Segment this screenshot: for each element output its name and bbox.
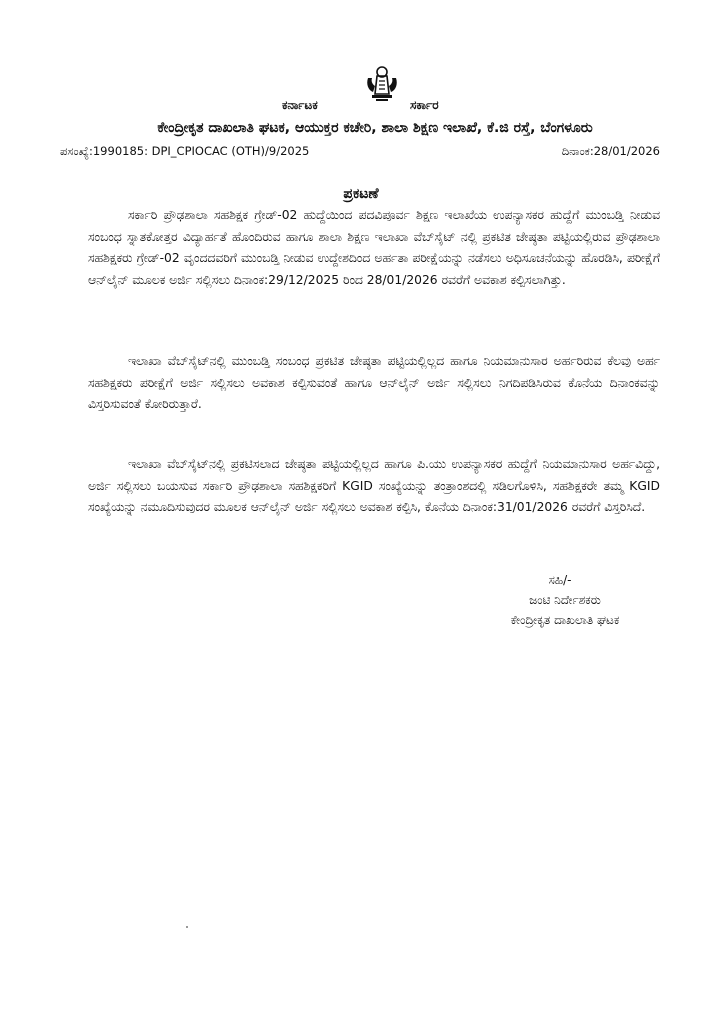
reference-number: ಪಸಂಖ್ಯೆ:1990185: DPI_CPIOCAC (OTH)/9/2025 xyxy=(60,144,310,158)
notice-title: ಪ್ರಕಟಣೆ xyxy=(343,186,379,202)
signature-sd: ಸಹಿ/- xyxy=(548,573,572,587)
signatory-designation: ಜಂಟಿ ನಿರ್ದೇಶಕರು xyxy=(529,593,601,607)
office-address: ಕೇಂದ್ರೀಕೃತ ದಾಖಲಾತಿ ಘಟಕ, ಆಯುಕ್ತರ ಕಚೇರಿ, ಶಾಲಾ ಶಿಕ್ಷಣ ಇಲಾಖೆ, ಕೆ.ಜಿ ರಸ್ತೆ, ಬೆಂಗಳೂರು xyxy=(157,120,593,136)
signatory-office: ಕೇಂದ್ರೀಕೃತ ದಾಖಲಾತಿ ಘಟಕ xyxy=(510,613,620,627)
state-name: ಕರ್ನಾಟಕ xyxy=(282,98,318,112)
karnataka-emblem-icon xyxy=(362,64,402,104)
scan-speck xyxy=(186,926,188,928)
notice-paragraph-2: ಇಲಾಖಾ ವೆಬ್‌ಸೈಟ್‌ನಲ್ಲಿ ಮುಂಬಡ್ತಿ ಸಂಬಂಧ ಪ್ರಕಟಿತ ಜೇಷ್ಠತಾ ಪಟ್ಟಿಯಲ್ಲಿಲ್ಲದ ಹಾಗೂ ನಿಯಮಾನುಸಾರ ಅರ್ಹರಿರುವ ಕೆಲವು ಅರ್ಹ ಸಹಶಿಕ್ಷಕರು ಪರೀಕ್ಷೆಗೆ ಅರ್ಜಿ ಸಲ್ಲಿಸಲು ಅವಕಾಶ ಕಲ್ಪಿಸುವಂತೆ ಹಾಗೂ ಆನ್‌ಲೈನ್ ಅರ್ಜಿ ಸಲ್ಲಿಸಲು ನಿಗದಿಪಡಿಸಿರುವ ಕೊನೆಯ ದಿನಾಂಕವನ್ನು ವಿಸ್ತರಿಸುವಂತೆ ಕೋರಿರುತ್ತಾರೆ. xyxy=(88,354,660,412)
notice-paragraph-3: ಇಲಾಖಾ ವೆಬ್‌ಸೈಟ್‌ನಲ್ಲಿ ಪ್ರಕಟಿಸಲಾದ ಜೇಷ್ಠತಾ ಪಟ್ಟಿಯಲ್ಲಿಲ್ಲದ ಹಾಗೂ ಪಿ.ಯು ಉಪನ್ಯಾಸಕರ ಹುದ್ದೆಗೆ ನಿಯಮಾನುಸಾರ ಅರ್ಹವಿದ್ದು, ಅರ್ಜಿ ಸಲ್ಲಿಸಲು ಬಯಸುವ ಸರ್ಕಾರಿ ಪ್ರೌಢಶಾಲಾ ಸಹಶಿಕ್ಷಕರಿಗೆ KGID ಸಂಖ್ಯೆಯನ್ನು ತಂತ್ರಾಂಶದಲ್ಲಿ ಸಡಿಲಗೊಳಿಸಿ, ಸಹಶಿಕ್ಷಕರೇ ತಮ್ಮ KGID ಸಂಖ್ಯೆಯನ್ನು ನಮೂದಿಸುವುದರ ಮೂಲಕ ಆನ್‌ಲೈನ್ ಅರ್ಜಿ ಸಲ್ಲಿಸಲು ಅವಕಾಶ ಕಲ್ಪಿಸಿ, ಕೊನೆಯ ದಿನಾಂಕ:31/01/2026 ರವರೆಗೆ ವಿಸ್ತರಿಸಿದೆ. xyxy=(88,457,660,515)
document-date: ದಿನಾಂಕ:28/01/2026 xyxy=(561,144,660,158)
notice-paragraph-1: ಸರ್ಕಾರಿ ಪ್ರೌಢಶಾಲಾ ಸಹಶಿಕ್ಷಕ ಗ್ರೇಡ್-02 ಹುದ್ದೆಯಿಂದ ಪದವಿಪೂರ್ವ ಶಿಕ್ಷಣ ಇಲಾಖೆಯ ಉಪನ್ಯಾಸಕರ ಹುದ್ದೆಗೆ ಮುಂಬಡ್ತಿ ನೀಡುವ ಸಂಬಂಧ ಸ್ನಾತಕೋತ್ತರ ವಿದ್ಯಾರ್ಹತೆ ಹೊಂದಿರುವ ಹಾಗೂ ಶಾಲಾ ಶಿಕ್ಷಣ ಇಲಾಖಾ ವೆಬ್‌ಸೈಟ್ ನಲ್ಲಿ ಪ್ರಕಟಿತ ಜೇಷ್ಠತಾ ಪಟ್ಟಿಯಲ್ಲಿರುವ ಪ್ರೌಢಶಾಲಾ ಸಹಶಿಕ್ಷಕರು ಗ್ರೇಡ್-02 ವೃಂದದವರಿಗೆ ಮುಂಬಡ್ತಿ ನೀಡುವ ಉದ್ದೇಶದಿಂದ ಅರ್ಹತಾ ಪರೀಕ್ಷೆಯನ್ನು ನಡೆಸಲು ಅಧಿಸೂಚನೆಯನ್ನು ಹೊರಡಿಸಿ, ಪರೀಕ್ಷೆಗೆ ಆನ್‌ಲೈನ್ ಮೂಲಕ ಅರ್ಜಿ ಸಲ್ಲಿಸಲು ದಿನಾಂಕ:29/12/2025 ರಿಂದ 28/01/2026 ರವರೆಗೆ ಅವಕಾಶ ಕಲ್ಪಿಸಲಾಗಿತ್ತು. xyxy=(88,208,660,287)
government-label: ಸರ್ಕಾರ xyxy=(410,98,439,112)
